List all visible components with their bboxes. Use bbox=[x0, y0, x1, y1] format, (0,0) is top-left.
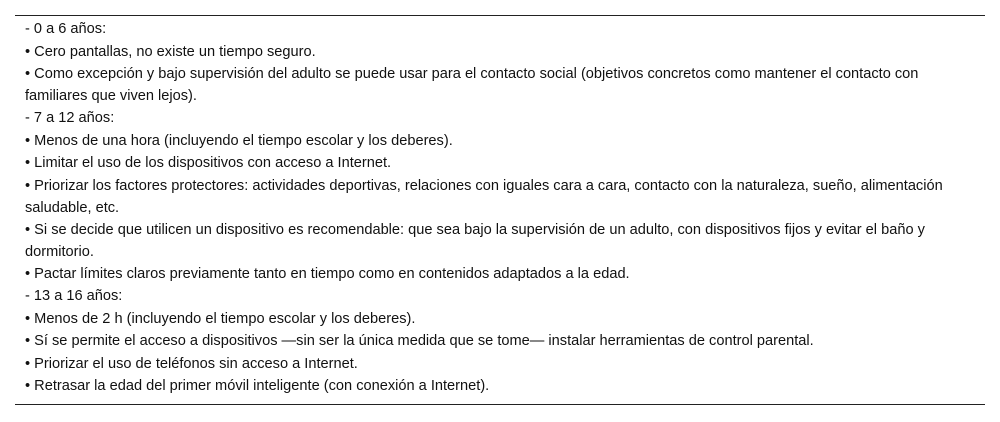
recommendation-item: • Si se decide que utilicen un dispositivo es recomendable: que sea bajo la supervisión de un adulto, con dispositivos fijos y evitar el baño y dormitorio. bbox=[25, 221, 925, 260]
recommendation-item: • Cero pantallas, no existe un tiempo seguro. bbox=[25, 43, 316, 60]
recommendation-item: • Limitar el uso de los dispositivos con acceso a Internet. bbox=[25, 155, 392, 171]
age-group-heading: - 13 a 16 años: bbox=[25, 288, 123, 304]
recommendation-item: • Menos de una hora (incluyendo el tiempo escolar y los deberes). bbox=[25, 132, 453, 149]
recommendation-item: • Como excepción y bajo supervisión del adulto se puede usar para el contacto social (objetivos concretos como mantener el contacto con familiares que viven lejos). bbox=[25, 66, 919, 104]
recommendation-item: • Menos de 2 h (incluyendo el tiempo escolar y los deberes). bbox=[25, 310, 416, 327]
recommendation-item: • Priorizar los factores protectores: actividades deportivas, relaciones con iguales cara a cara, contacto con la naturaleza, sueño, alimentación saludable, etc. bbox=[25, 177, 943, 216]
recommendation-item: • Sí se permite el acceso a dispositivos —sin ser la única medida que se tome— instalar herramientas de control parental. bbox=[25, 333, 814, 349]
recommendations-table bbox=[15, 15, 985, 405]
age-group-heading: - 7 a 12 años: bbox=[25, 110, 115, 126]
recommendation-item: • Retrasar la edad del primer móvil inteligente (con conexión a Internet). bbox=[25, 378, 490, 394]
recommendation-item: • Priorizar el uso de teléfonos sin acceso a Internet. bbox=[25, 355, 358, 372]
age-group-heading: - 0 a 6 años: bbox=[25, 21, 107, 37]
recommendation-item: • Pactar límites claros previamente tanto en tiempo como en contenidos adaptados a la edad. bbox=[25, 265, 630, 282]
